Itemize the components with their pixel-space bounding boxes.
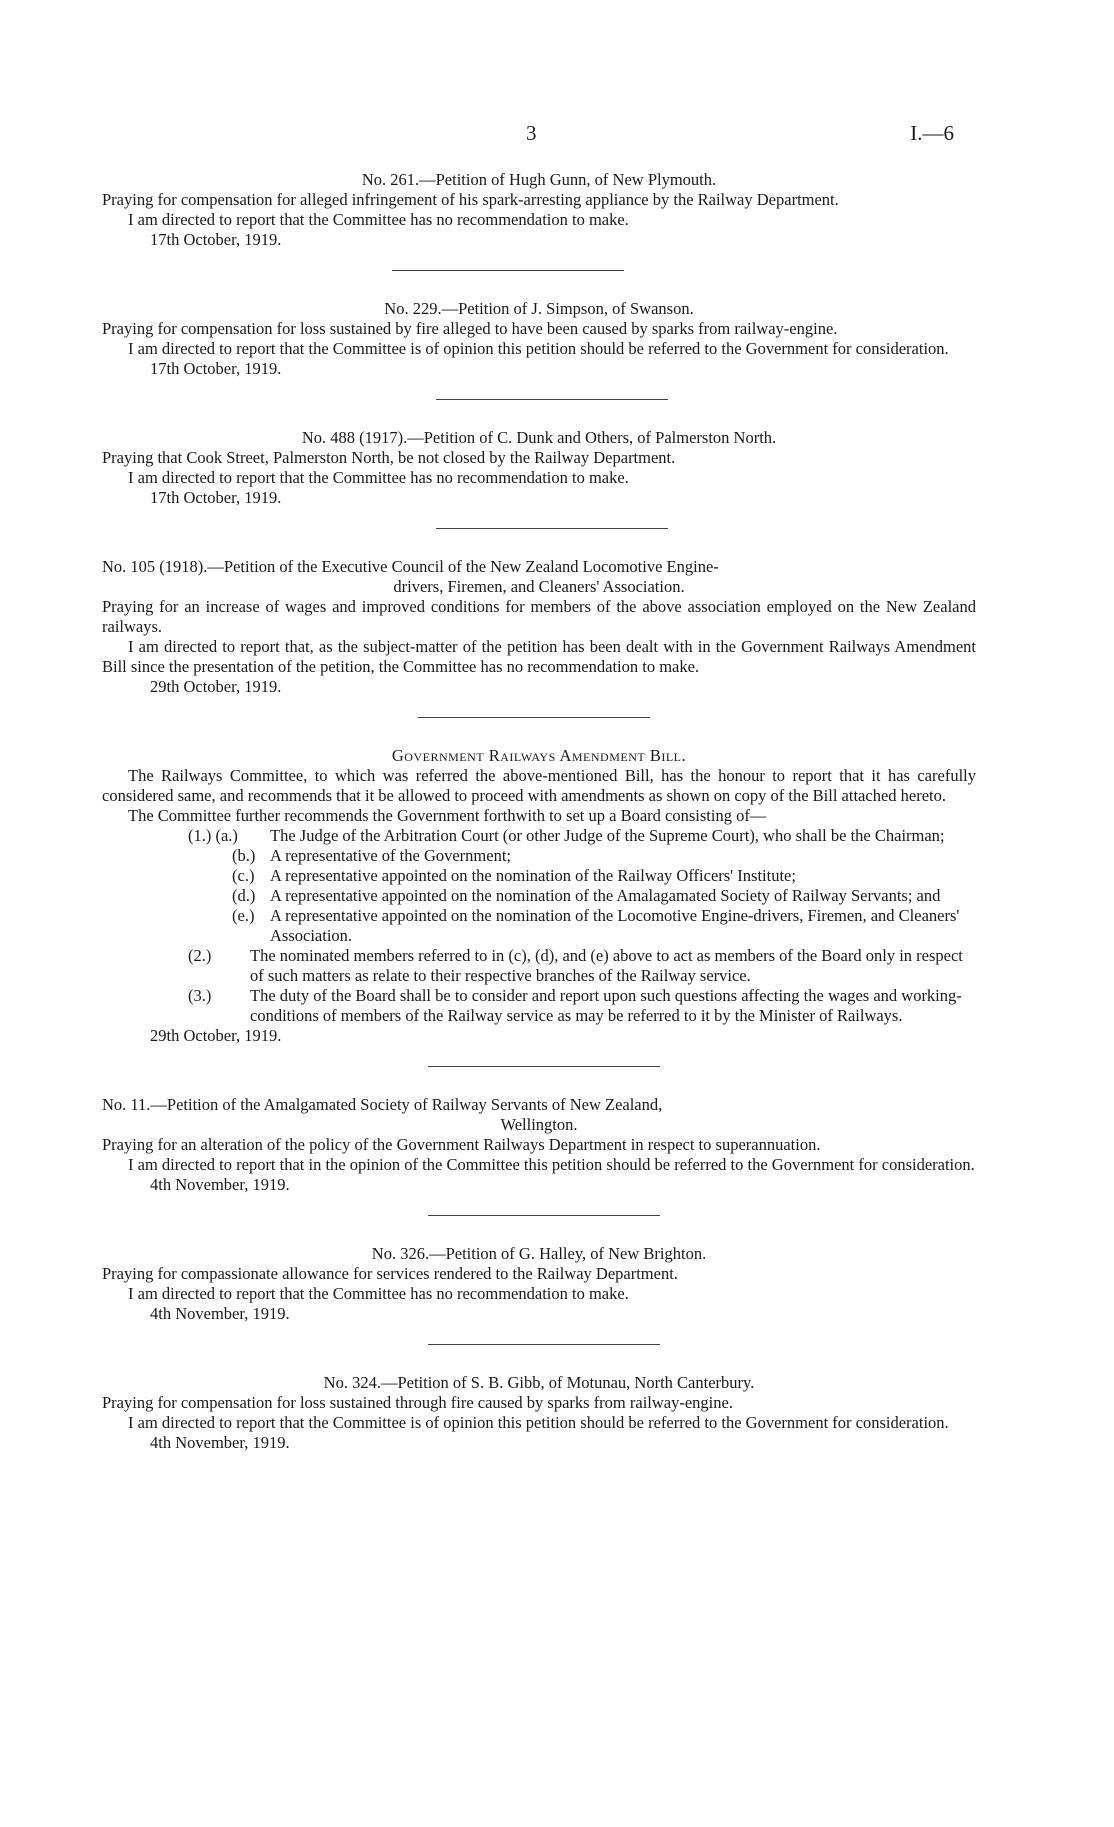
list-item-text: The nominated members referred to in (c), (d), and (e) above to act as members of the Board only in respect of such matters as relate to their respective branches of the Railway service.: [250, 946, 963, 985]
page-header: [0, 121, 1114, 151]
list-item-label: (2.): [188, 946, 212, 965]
petition-title: No. 11.—Petition of the Amalgamated Society of Railway Servants of New Zealand,: [102, 1095, 663, 1114]
petition-11: [102, 1095, 976, 1216]
petition-title-continued: drivers, Firemen, and Cleaners' Association.: [393, 577, 685, 596]
petition-105: [102, 557, 976, 718]
petition-title: No. 229.—Petition of J. Simpson, of Swanson.: [384, 299, 694, 318]
list-item-label: (e.): [232, 906, 255, 925]
petition-praying: Praying for compensation for loss sustained through fire caused by sparks from railway-engine.: [102, 1393, 733, 1412]
petition-title: No. 261.—Petition of Hugh Gunn, of New Plymouth.: [361, 170, 717, 189]
petition-praying: Praying for an increase of wages and improved conditions for members of the above association employed on the New Zealand railways.: [102, 597, 976, 636]
list-item-text: The Judge of the Arbitration Court (or other Judge of the Supreme Court), who shall be the Chairman;: [270, 826, 945, 845]
page-body: [102, 170, 976, 1453]
petition-title: No. 105 (1918).—Petition of the Executive Council of the New Zealand Locomotive Engine-: [102, 557, 719, 576]
petition-date: 17th October, 1919.: [150, 230, 282, 249]
petition-229: [102, 299, 976, 400]
list-item: [102, 866, 976, 886]
list-item: [102, 826, 976, 846]
petition-date: 29th October, 1919.: [150, 677, 282, 696]
petition-title: No. 324.—Petition of S. B. Gibb, of Motunau, North Canterbury.: [323, 1373, 755, 1392]
list-item-text: A representative of the Government;: [270, 846, 511, 865]
petition-title: No. 326.—Petition of G. Halley, of New Brighton.: [371, 1244, 707, 1263]
list-item: [102, 886, 976, 906]
petition-488: [102, 428, 976, 529]
list-item-text: The duty of the Board shall be to consider and report upon such questions affecting the wages and working-conditions of members of the Railway service as may be referred to it by the Minister of Railways.: [250, 986, 962, 1025]
page-number: 3: [526, 121, 537, 145]
board-composition-list: [102, 826, 976, 1026]
petition-report: I am directed to report that the Committee has no recommendation to make.: [128, 468, 629, 487]
petition-report: I am directed to report that the Committee is of opinion this petition should be referred to the Government for consideration.: [128, 339, 949, 358]
petition-date: 4th November, 1919.: [150, 1304, 290, 1323]
paper-reference: I.—6: [910, 121, 954, 145]
petition-report: I am directed to report that, as the subject-matter of the petition has been dealt with in the Government Railways Amendment Bill since the presentation of the petition, the Committee has no recommendation to make.: [102, 637, 976, 676]
petition-praying: Praying for compassionate allowance for services rendered to the Railway Department.: [102, 1264, 678, 1283]
petition-report: I am directed to report that in the opinion of the Committee this petition should be referred to the Government for consideration.: [128, 1155, 975, 1174]
list-item-label: (d.): [232, 886, 256, 905]
list-item-label: (3.): [188, 986, 212, 1005]
list-item: [102, 986, 976, 1026]
bill-date: 29th October, 1919.: [150, 1026, 282, 1045]
list-item: [102, 946, 976, 986]
petition-date: 4th November, 1919.: [150, 1433, 290, 1452]
petition-praying: Praying for compensation for loss sustained by fire alleged to have been caused by sparks from railway-engine.: [102, 319, 838, 338]
petition-praying: Praying for compensation for alleged infringement of his spark-arresting appliance by the Railway Department.: [102, 190, 839, 209]
list-item-text: A representative appointed on the nomination of the Amalagamated Society of Railway Servants; and: [270, 886, 941, 905]
list-item-label: (b.): [232, 846, 256, 865]
petition-praying: Praying for an alteration of the policy of the Government Railways Department in respect to superannuation.: [102, 1135, 821, 1154]
petition-326: [102, 1244, 976, 1345]
bill-section: [102, 746, 976, 1067]
petition-title: No. 488 (1917).—Petition of C. Dunk and Others, of Palmerston North.: [301, 428, 777, 447]
bill-title: Government Railways Amendment Bill.: [391, 746, 687, 765]
petition-date: 17th October, 1919.: [150, 359, 282, 378]
petition-324: [102, 1373, 976, 1453]
list-item-text: A representative appointed on the nomination of the Railway Officers' Institute;: [270, 866, 796, 885]
petition-report: I am directed to report that the Committee is of opinion this petition should be referred to the Government for consideration.: [128, 1413, 949, 1432]
petition-date: 17th October, 1919.: [150, 488, 282, 507]
bill-paragraph: The Railways Committee, to which was referred the above-mentioned Bill, has the honour to report that it has carefully considered same, and recommends that it be allowed to proceed with amendments as shown on copy of the Bill attached hereto.: [102, 766, 976, 805]
list-item-label: (1.) (a.): [188, 826, 238, 845]
petition-date: 4th November, 1919.: [150, 1175, 290, 1194]
petition-report: I am directed to report that the Committee has no recommendation to make.: [128, 1284, 629, 1303]
list-item: [102, 906, 976, 946]
petition-261: [102, 170, 976, 271]
bill-paragraph: The Committee further recommends the Government forthwith to set up a Board consisting of—: [128, 806, 767, 825]
list-item-label: (c.): [232, 866, 255, 885]
petition-praying: Praying that Cook Street, Palmerston North, be not closed by the Railway Department.: [102, 448, 676, 467]
petition-title-continued: Wellington.: [500, 1115, 578, 1134]
list-item-text: A representative appointed on the nomination of the Locomotive Engine-drivers, Firemen, and Cleaners' Association.: [270, 906, 960, 945]
list-item: [102, 846, 976, 866]
petition-report: I am directed to report that the Committee has no recommendation to make.: [128, 210, 629, 229]
